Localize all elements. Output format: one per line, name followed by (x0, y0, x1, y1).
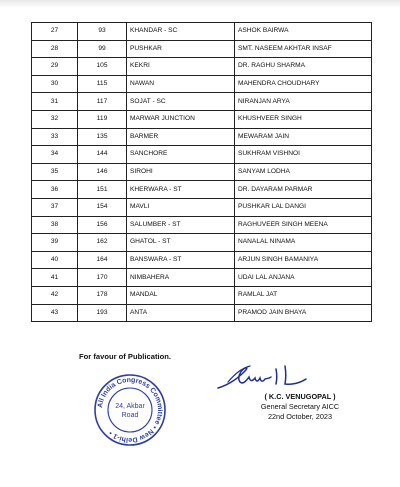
serial-number-cell: 40 (32, 251, 78, 269)
table-row (32, 110, 372, 128)
constituency-cell: NAWAN (127, 75, 235, 93)
candidate-name-cell: RAMLAL JAT (235, 286, 372, 304)
constituency-cell: SOJAT - SC (127, 93, 235, 111)
constituency-cell: PUSHKAR (127, 40, 235, 58)
table-row (32, 163, 372, 181)
ac-number-cell: 164 (78, 251, 127, 269)
ac-number-cell: 193 (78, 304, 127, 322)
table-row (32, 286, 372, 304)
ac-number-cell: 178 (78, 286, 127, 304)
table-row (32, 58, 372, 76)
serial-number-cell: 42 (32, 286, 78, 304)
ac-number-cell: 117 (78, 93, 127, 111)
candidate-name-cell: KHUSHVEER SINGH (235, 110, 372, 128)
constituency-cell: ANTA (127, 304, 235, 322)
ac-number-cell: 135 (78, 128, 127, 146)
candidate-name-cell: ARJUN SINGH BAMANIYA (235, 251, 372, 269)
constituency-cell: KHANDAR - SC (127, 23, 235, 41)
serial-number-cell: 33 (32, 128, 78, 146)
table-row (32, 198, 372, 216)
table-row (32, 216, 372, 234)
candidate-name-cell: UDAI LAL ANJANA (235, 269, 372, 287)
constituency-cell: GHATOL - ST (127, 234, 235, 252)
table-row (32, 146, 372, 164)
ac-number-cell: 170 (78, 269, 127, 287)
ac-number-cell: 105 (78, 58, 127, 76)
constituency-cell: SANCHORE (127, 146, 235, 164)
aicc-seal (92, 372, 168, 448)
constituency-cell: SIROHI (127, 163, 235, 181)
candidate-name-cell: ASHOK BAIRWA (235, 23, 372, 41)
table-row (32, 269, 372, 287)
serial-number-cell: 35 (32, 163, 78, 181)
table-row (32, 181, 372, 199)
ac-number-cell: 93 (78, 23, 127, 41)
ac-number-cell: 151 (78, 181, 127, 199)
seal-ring-text: All India Congress Committee • New Delhi-1 • (97, 376, 164, 444)
candidate-name-cell: NANALAL NINAMA (235, 234, 372, 252)
serial-number-cell: 31 (32, 93, 78, 111)
constituency-cell: BARMER (127, 128, 235, 146)
scan-shadow (0, 0, 400, 8)
candidate-name-cell: PUSHKAR LAL DANGI (235, 198, 372, 216)
table-row (32, 40, 372, 58)
table-row (32, 251, 372, 269)
candidate-table (31, 22, 372, 322)
table-row (32, 128, 372, 146)
candidate-name-cell: SANYAM LODHA (235, 163, 372, 181)
table-row (32, 304, 372, 322)
candidate-name-cell: SUKHRAM VISHNOI (235, 146, 372, 164)
constituency-cell: SALUMBER - ST (127, 216, 235, 234)
constituency-cell: BANSWARA - ST (127, 251, 235, 269)
signatory-name: ( K.C. VENUGOPAL ) (264, 392, 336, 401)
candidate-name-cell: MEWARAM JAIN (235, 128, 372, 146)
candidate-name-cell: RAGHUVEER SINGH MEENA (235, 216, 372, 234)
candidate-table-body (32, 23, 372, 322)
constituency-cell: MANDAL (127, 286, 235, 304)
candidate-name-cell: DR. DAYARAM PARMAR (235, 181, 372, 199)
serial-number-cell: 36 (32, 181, 78, 199)
seal-center-line1: 24, Akbar (115, 403, 145, 410)
constituency-cell: NIMBAHERA (127, 269, 235, 287)
serial-number-cell: 27 (32, 23, 78, 41)
signatory-block (250, 392, 350, 422)
constituency-cell: KHERWARA - ST (127, 181, 235, 199)
serial-number-cell: 28 (32, 40, 78, 58)
candidate-name-cell: PRAMOD JAIN BHAYA (235, 304, 372, 322)
ac-number-cell: 144 (78, 146, 127, 164)
favour-of-publication-note: For favour of Publication. (79, 352, 171, 361)
serial-number-cell: 32 (32, 110, 78, 128)
ac-number-cell: 119 (78, 110, 127, 128)
ac-number-cell: 162 (78, 234, 127, 252)
ac-number-cell: 156 (78, 216, 127, 234)
ac-number-cell: 146 (78, 163, 127, 181)
serial-number-cell: 38 (32, 216, 78, 234)
serial-number-cell: 29 (32, 58, 78, 76)
ac-number-cell: 99 (78, 40, 127, 58)
table-row (32, 75, 372, 93)
constituency-cell: MARWAR JUNCTION (127, 110, 235, 128)
candidate-name-cell: NIRANJAN ARYA (235, 93, 372, 111)
table-row (32, 93, 372, 111)
table-row (32, 234, 372, 252)
ac-number-cell: 115 (78, 75, 127, 93)
serial-number-cell: 34 (32, 146, 78, 164)
signature-date: 22nd October, 2023 (267, 412, 333, 421)
candidate-name-cell: DR. RAGHU SHARMA (235, 58, 372, 76)
candidate-name-cell: SMT. NASEEM AKHTAR INSAF (235, 40, 372, 58)
serial-number-cell: 37 (32, 198, 78, 216)
serial-number-cell: 43 (32, 304, 78, 322)
serial-number-cell: 30 (32, 75, 78, 93)
table-row (32, 23, 372, 41)
serial-number-cell: 39 (32, 234, 78, 252)
candidate-name-cell: MAHENDRA CHOUDHARY (235, 75, 372, 93)
constituency-cell: MAVLI (127, 198, 235, 216)
serial-number-cell: 41 (32, 269, 78, 287)
signatory-title: General Secretary AICC (260, 402, 340, 411)
ac-number-cell: 154 (78, 198, 127, 216)
constituency-cell: KEKRI (127, 58, 235, 76)
seal-center-line2: Road (121, 412, 139, 419)
